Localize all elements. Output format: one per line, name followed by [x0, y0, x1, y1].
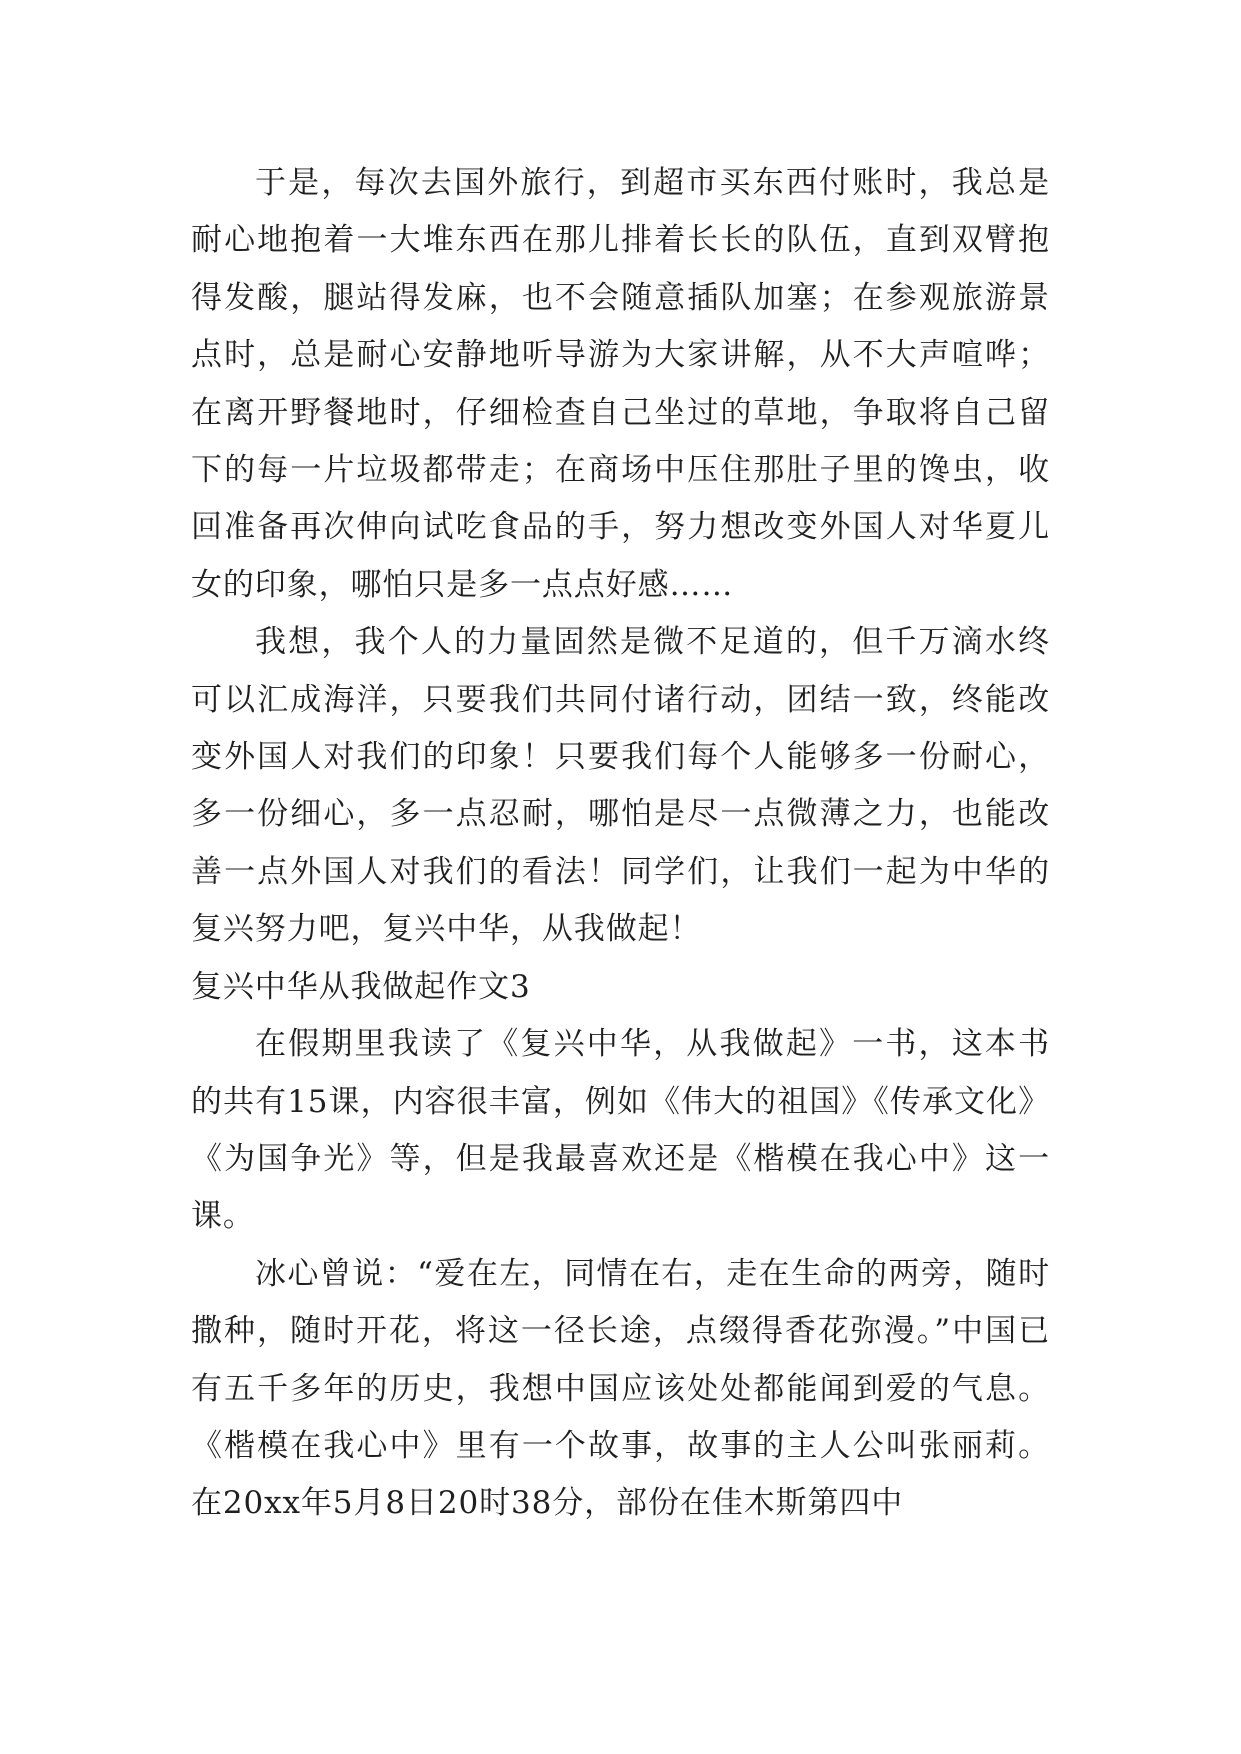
document-body: [191, 155, 1050, 1533]
paragraph-collective-action: 我想，我个人的力量固然是微不足道的，但千万滴水终可以汇成海洋，只要我们共同付诸行动，团结一致，终能改变外国人对我们的印象！只要我们每个人能够多一份耐心，多一份细心，多一点忍耐，哪怕是尽一点微薄之力，也能改善一点外国人对我们的看法！同学们，让我们一起为中华的复兴努力吧，复兴中华，从我做起！: [191, 624, 1050, 948]
paragraph-book-reading: 在假期里我读了《复兴中华，从我做起》一书，这本书的共有15课，内容很丰富，例如《伟大的祖国》《传承文化》《为国争光》等，但是我最喜欢还是《楷模在我心中》这一课。: [191, 1026, 1050, 1235]
paragraph-bingxin-quote: 冰心曾说：“爱在左，同情在右，走在生命的两旁，随时撒种，随时开花，将这一径长途，点缀得香花弥漫。”中国已有五千多年的历史，我想中国应该处处都能闻到爱的气息。《楷模在我心中》里有一个故事，故事的主人公叫张丽莉。在20xx年5月8日20时38分，部份在佳木斯第四中: [191, 1255, 1050, 1522]
paragraph-travel-patience: 于是，每次去国外旅行，到超市买东西付账时，我总是耐心地抱着一大堆东西在那儿排着长长的队伍，直到双臂抱得发酸，腿站得发麻，也不会随意插队加塞；在参观旅游景点时，总是耐心安静地听导游为大家讲解，从不大声喧哗；在离开野餐地时，仔细检查自己坐过的草地，争取将自己留下的每一片垃圾都带走；在商场中压住那肚子里的馋虫，收回准备再次伸向试吃食品的手，努力想改变外国人对华夏儿女的印象，哪怕只是多一点点好感……: [191, 165, 1050, 603]
section-heading: 复兴中华从我做起作文3: [191, 968, 531, 1005]
